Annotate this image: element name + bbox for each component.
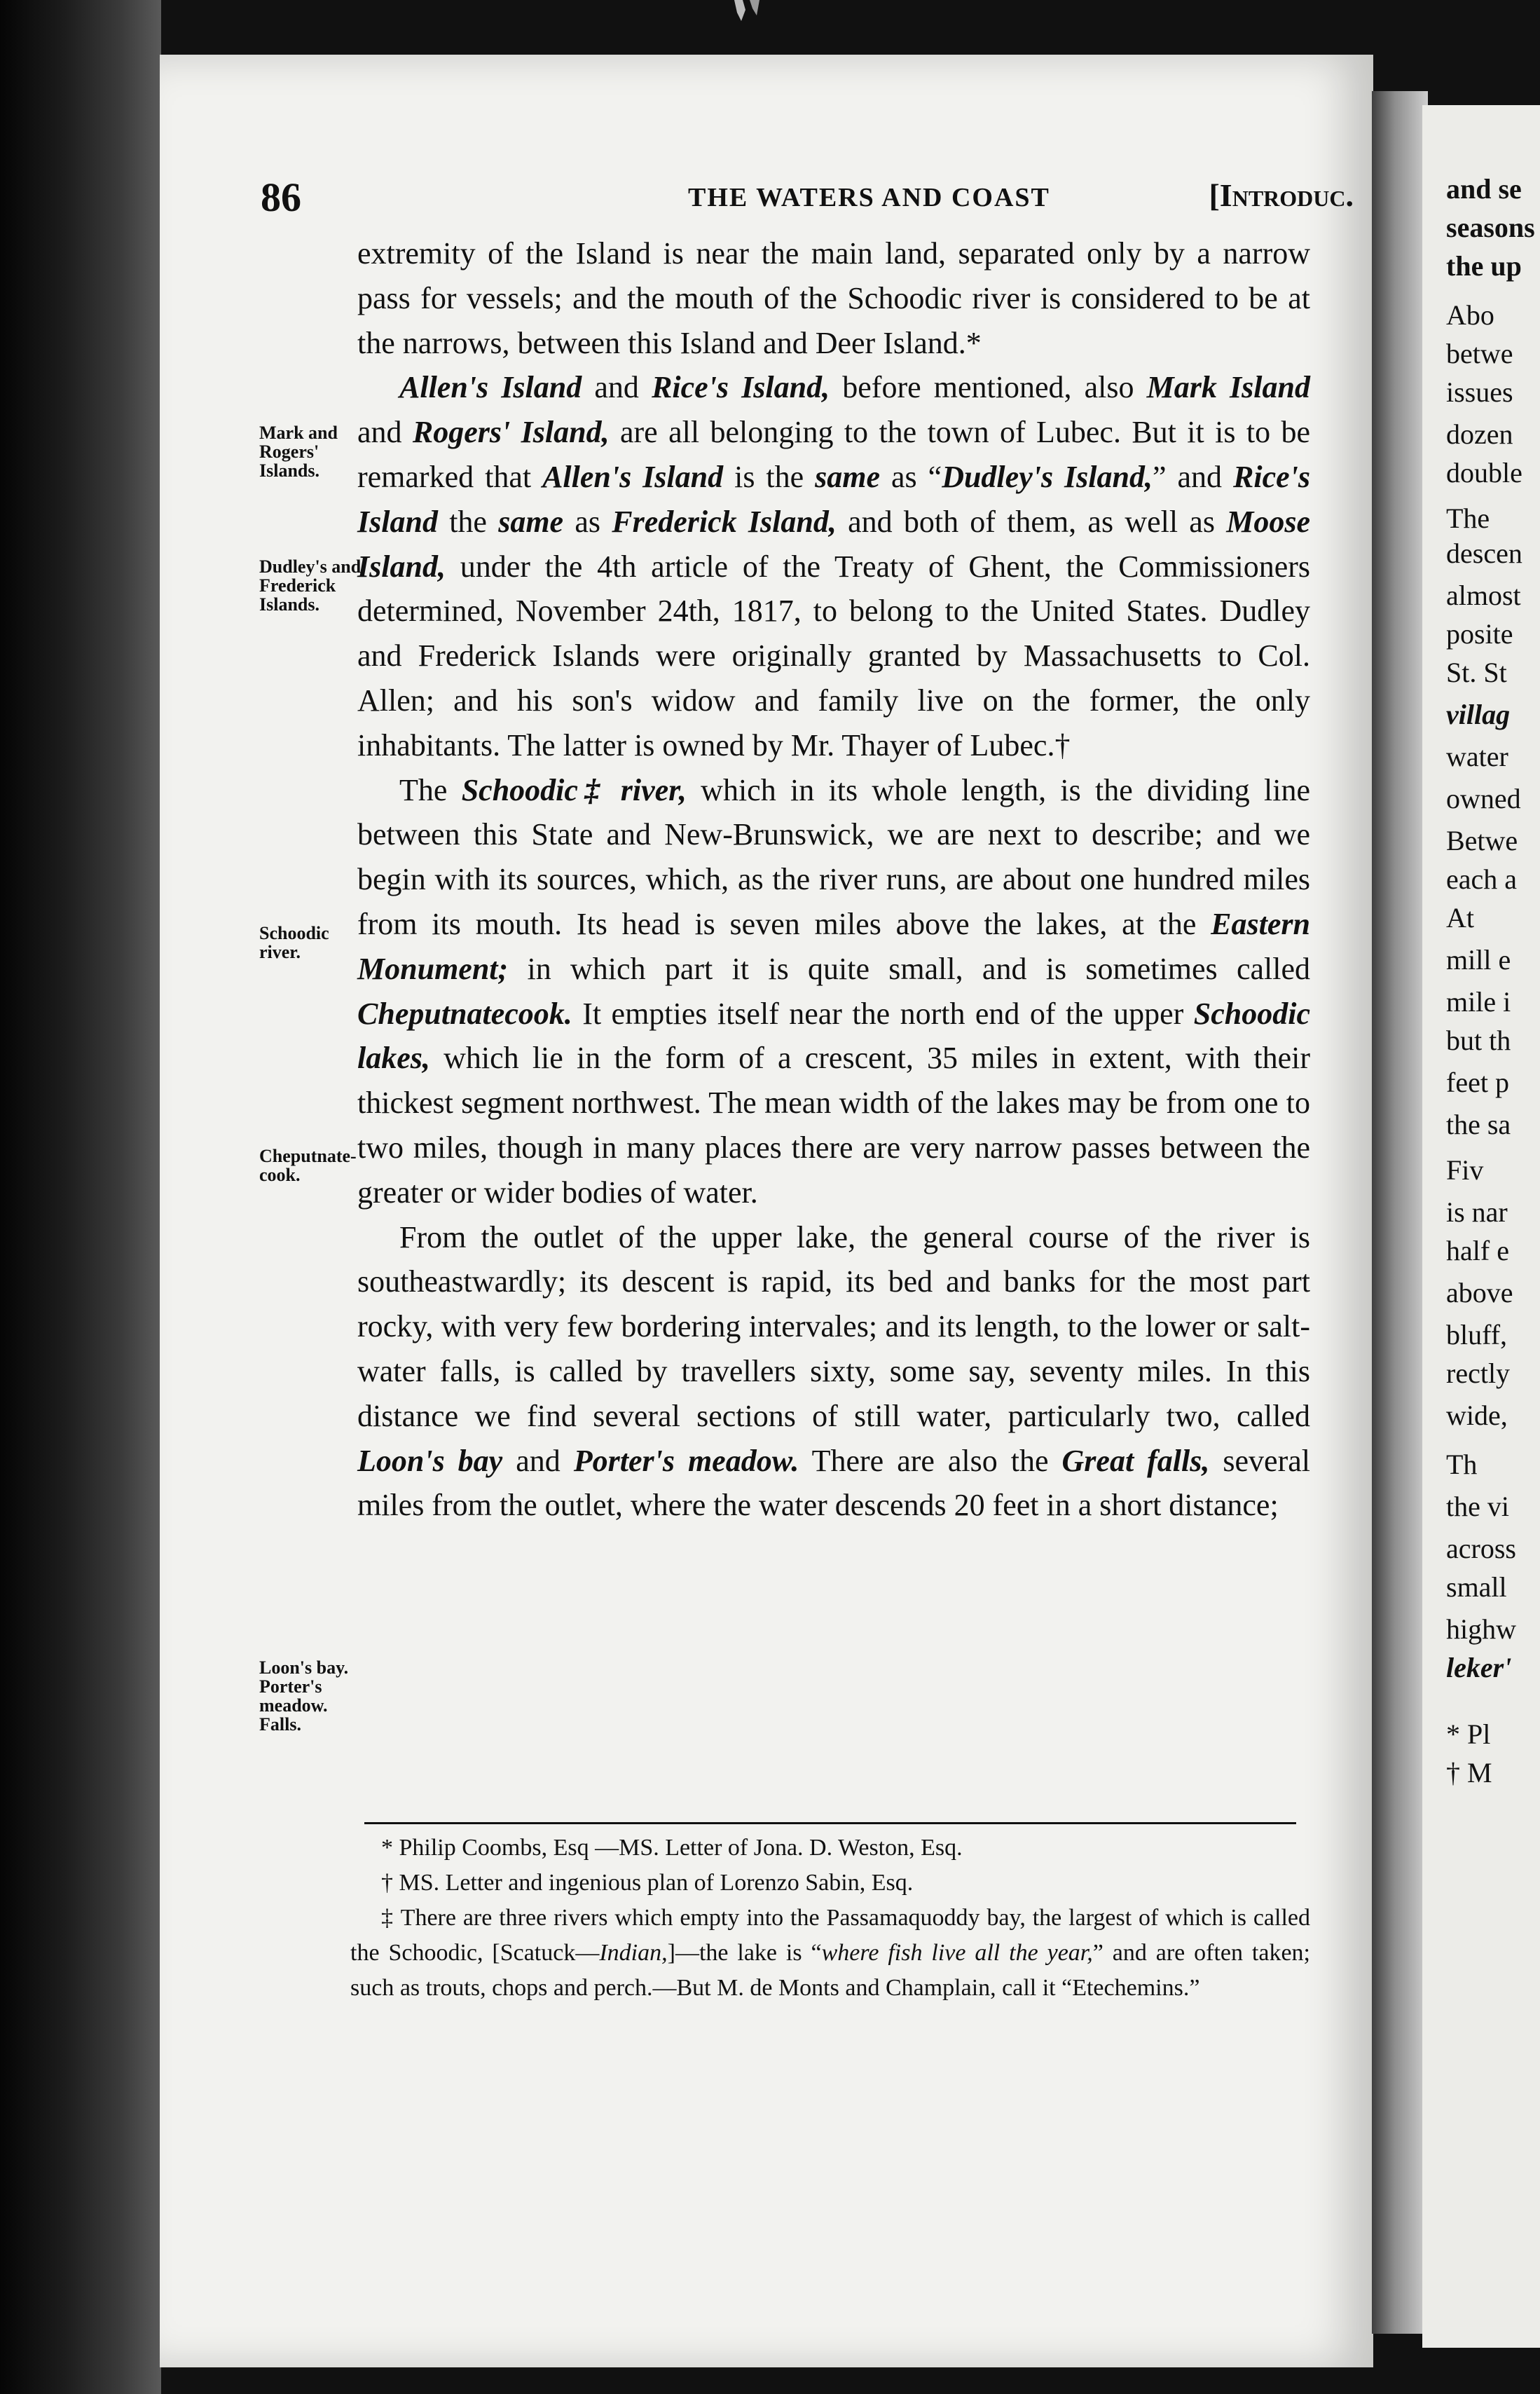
footnote-2: † MS. Letter and ingenious plan of Lorenzo Sabin, Esq. [381, 1870, 914, 1896]
next-page-fragment: water [1446, 741, 1508, 772]
next-page-fragment: small [1446, 1571, 1507, 1603]
next-page-fragment: double [1446, 457, 1522, 488]
paragraph-2: Allen's Island and Rice's Island, before mentioned, also Mark Island and Rogers' Island, are all belonging to the town of Lubec. But it is to be remarked that Allen's Island is the same as “Dudley's Island,” and Rice's Island the same as Frederick Island, and both of them, as well as Moose Island, under the 4th article of the Treaty of Ghent, the Commissioners determined, November 24th, 1817, to belong to the United States. Dudley and Frederick Islands were originally granted by Massachusetts to Col. Allen; and his son's widow and family live on the former, the only inhabitants. The latter is owned by Mr. Thayer of Lubec.† [357, 370, 1311, 762]
next-page-fragment: half e [1446, 1235, 1509, 1266]
italic-term: Allen's Island [542, 459, 724, 494]
italic-term: Great falls, [1061, 1443, 1210, 1478]
running-head [261, 174, 1354, 220]
side-note-mark-rogers: Mark and Rogers' Islands. [259, 423, 338, 481]
next-page-fragment: posite [1446, 618, 1513, 650]
italic-term: Dudley's Island, [942, 459, 1153, 494]
footnote-3: ‡ There are three rivers which empty into the Passamaquoddy bay, the largest of which is called the Schoodic, [Scatuck—Indian,]—the lake is “where fish live all the year,” and are often taken; such as trouts, chops and perch.—But M. de Monts and Champlain, call it “Etechemins.” [350, 1905, 1310, 2001]
next-page-fragment: almost [1446, 580, 1521, 611]
next-page-fragment: bluff, [1446, 1319, 1508, 1350]
italic-term: Rice's Island, [652, 370, 830, 405]
next-page-fragment: the vi [1446, 1491, 1509, 1522]
next-page-edge [1422, 105, 1540, 2348]
next-page-fragment: but th [1446, 1025, 1511, 1056]
italic-term: Schoodic lakes, [357, 996, 1310, 1076]
paragraph-4: From the outlet of the upper lake, the general course of the river is southeastwardly; its descent is rapid, its bed and banks for the most part rocky, with very few bordering intervales; and its length, to the lower or salt-water falls, is called by travellers sixty, some say, seventy miles. In this distance we find several sections of still water, particularly two, called Loon's bay and Porter's meadow. There are also the Great falls, several miles from the outlet, where the water descends 20 feet in a short distance; [357, 1219, 1310, 1523]
italic-term: Indian, [599, 1940, 668, 1966]
next-page-fragment: rectly [1446, 1357, 1511, 1389]
next-page-fragment: St. St [1446, 657, 1507, 688]
next-page-fragment: above [1446, 1277, 1513, 1308]
next-page-fragment: † M [1446, 1757, 1492, 1788]
side-note-cheputnatecook: Cheputnate-cook. [259, 1146, 357, 1185]
italic-term: Schoodic‡ river, [461, 772, 687, 807]
next-page-fragment: The [1446, 502, 1490, 534]
paragraph-3: The Schoodic‡ river, which in its whole length, is the dividing line between this State and New-Brunswick, we are next to describe; and we begin with its sources, which, as the river runs, are about one hundred miles from its mouth. Its head is seven miles above the lakes, at the Eastern Monument; in which part it is quite small, and is sometimes called Cheputnatecook. It empties itself near the north end of the upper Schoodic lakes, which lie in the form of a crescent, 35 miles in extent, with their thickest segment northwest. The mean width of the lakes may be from one to two miles, though in many places there are very narrow passes between the greater or wider bodies of water. [357, 772, 1311, 1210]
next-page-fragment: descen [1446, 538, 1522, 569]
next-page-fragment: highw [1446, 1613, 1516, 1645]
footnotes [350, 1831, 1310, 2006]
italic-term: Mark Island [1146, 370, 1311, 405]
next-page-fragment: villag [1446, 699, 1511, 730]
next-page-fragment: betwe [1446, 338, 1513, 369]
next-page-fragment: leker' [1446, 1652, 1512, 1683]
paragraph-1: extremity of the Island is near the main land, separated only by a narrow pass for vessels; and the mouth of the Schoodic river is considered to be at the narrows, between this Island and Deer Island.* [357, 236, 1310, 360]
scan-debris [729, 0, 771, 42]
italic-term: Cheputnatecook. [357, 996, 572, 1031]
italic-term: where fish live all the year, [821, 1940, 1093, 1966]
next-page-fragment: each a [1446, 863, 1518, 895]
body-text [357, 231, 1310, 1528]
next-page-fragment: mile i [1446, 986, 1511, 1018]
italic-term: Frederick Island, [612, 504, 837, 539]
footnote-rule [364, 1822, 1296, 1824]
next-page-fragment: * Pl [1446, 1718, 1491, 1750]
next-page-fragment: wide, [1446, 1400, 1508, 1431]
next-page-fragment: Abo [1446, 299, 1494, 331]
running-title: THE WATERS AND COAST [688, 183, 1050, 212]
side-note-schoodic: Schoodic river. [259, 923, 329, 962]
next-page-fragment: issues [1446, 376, 1513, 408]
italic-term: Moose Island, [357, 504, 1310, 584]
next-page-fragment: At [1446, 902, 1474, 933]
scan-left-edge [0, 0, 161, 2394]
next-page-fragment: mill e [1446, 944, 1511, 976]
section-tag: [Introduc. [1209, 177, 1354, 213]
italic-term: Allen's Island [399, 370, 582, 405]
next-page-fragment: Fiv [1446, 1154, 1484, 1186]
page-number: 86 [261, 175, 301, 220]
side-note-loons-bay: Loon's bay. Porter's meadow. Falls. [259, 1657, 349, 1735]
italic-term: Porter's meadow. [573, 1443, 799, 1478]
next-page-fragment: and se [1446, 173, 1522, 205]
italic-term: same [498, 504, 564, 539]
italic-term: Eastern Monument; [357, 906, 1310, 986]
next-page-fragment: the sa [1446, 1109, 1511, 1140]
next-page-fragment: the up [1446, 250, 1522, 282]
italic-term: Rice's Island [357, 459, 1310, 539]
side-note-dudley-frederick: Dudley's and Frederick Islands. [259, 556, 362, 615]
next-page-fragment: across [1446, 1533, 1516, 1564]
next-page-fragment: Betwe [1446, 825, 1518, 856]
next-page-fragment: seasons [1446, 212, 1535, 243]
page-gutter-shadow [1372, 91, 1428, 2334]
next-page-fragment: Th [1446, 1449, 1478, 1480]
italic-term: Rogers' Island, [412, 415, 610, 450]
footnote-1: * Philip Coombs, Esq —MS. Letter of Jona. D. Weston, Esq. [381, 1835, 963, 1861]
italic-term: Loon's bay [357, 1443, 503, 1478]
next-page-fragment: is nar [1446, 1196, 1508, 1228]
next-page-fragment: dozen [1446, 418, 1513, 450]
italic-term: same [815, 459, 881, 494]
next-page-fragment: owned [1446, 783, 1521, 814]
next-page-fragment: feet p [1446, 1067, 1509, 1098]
